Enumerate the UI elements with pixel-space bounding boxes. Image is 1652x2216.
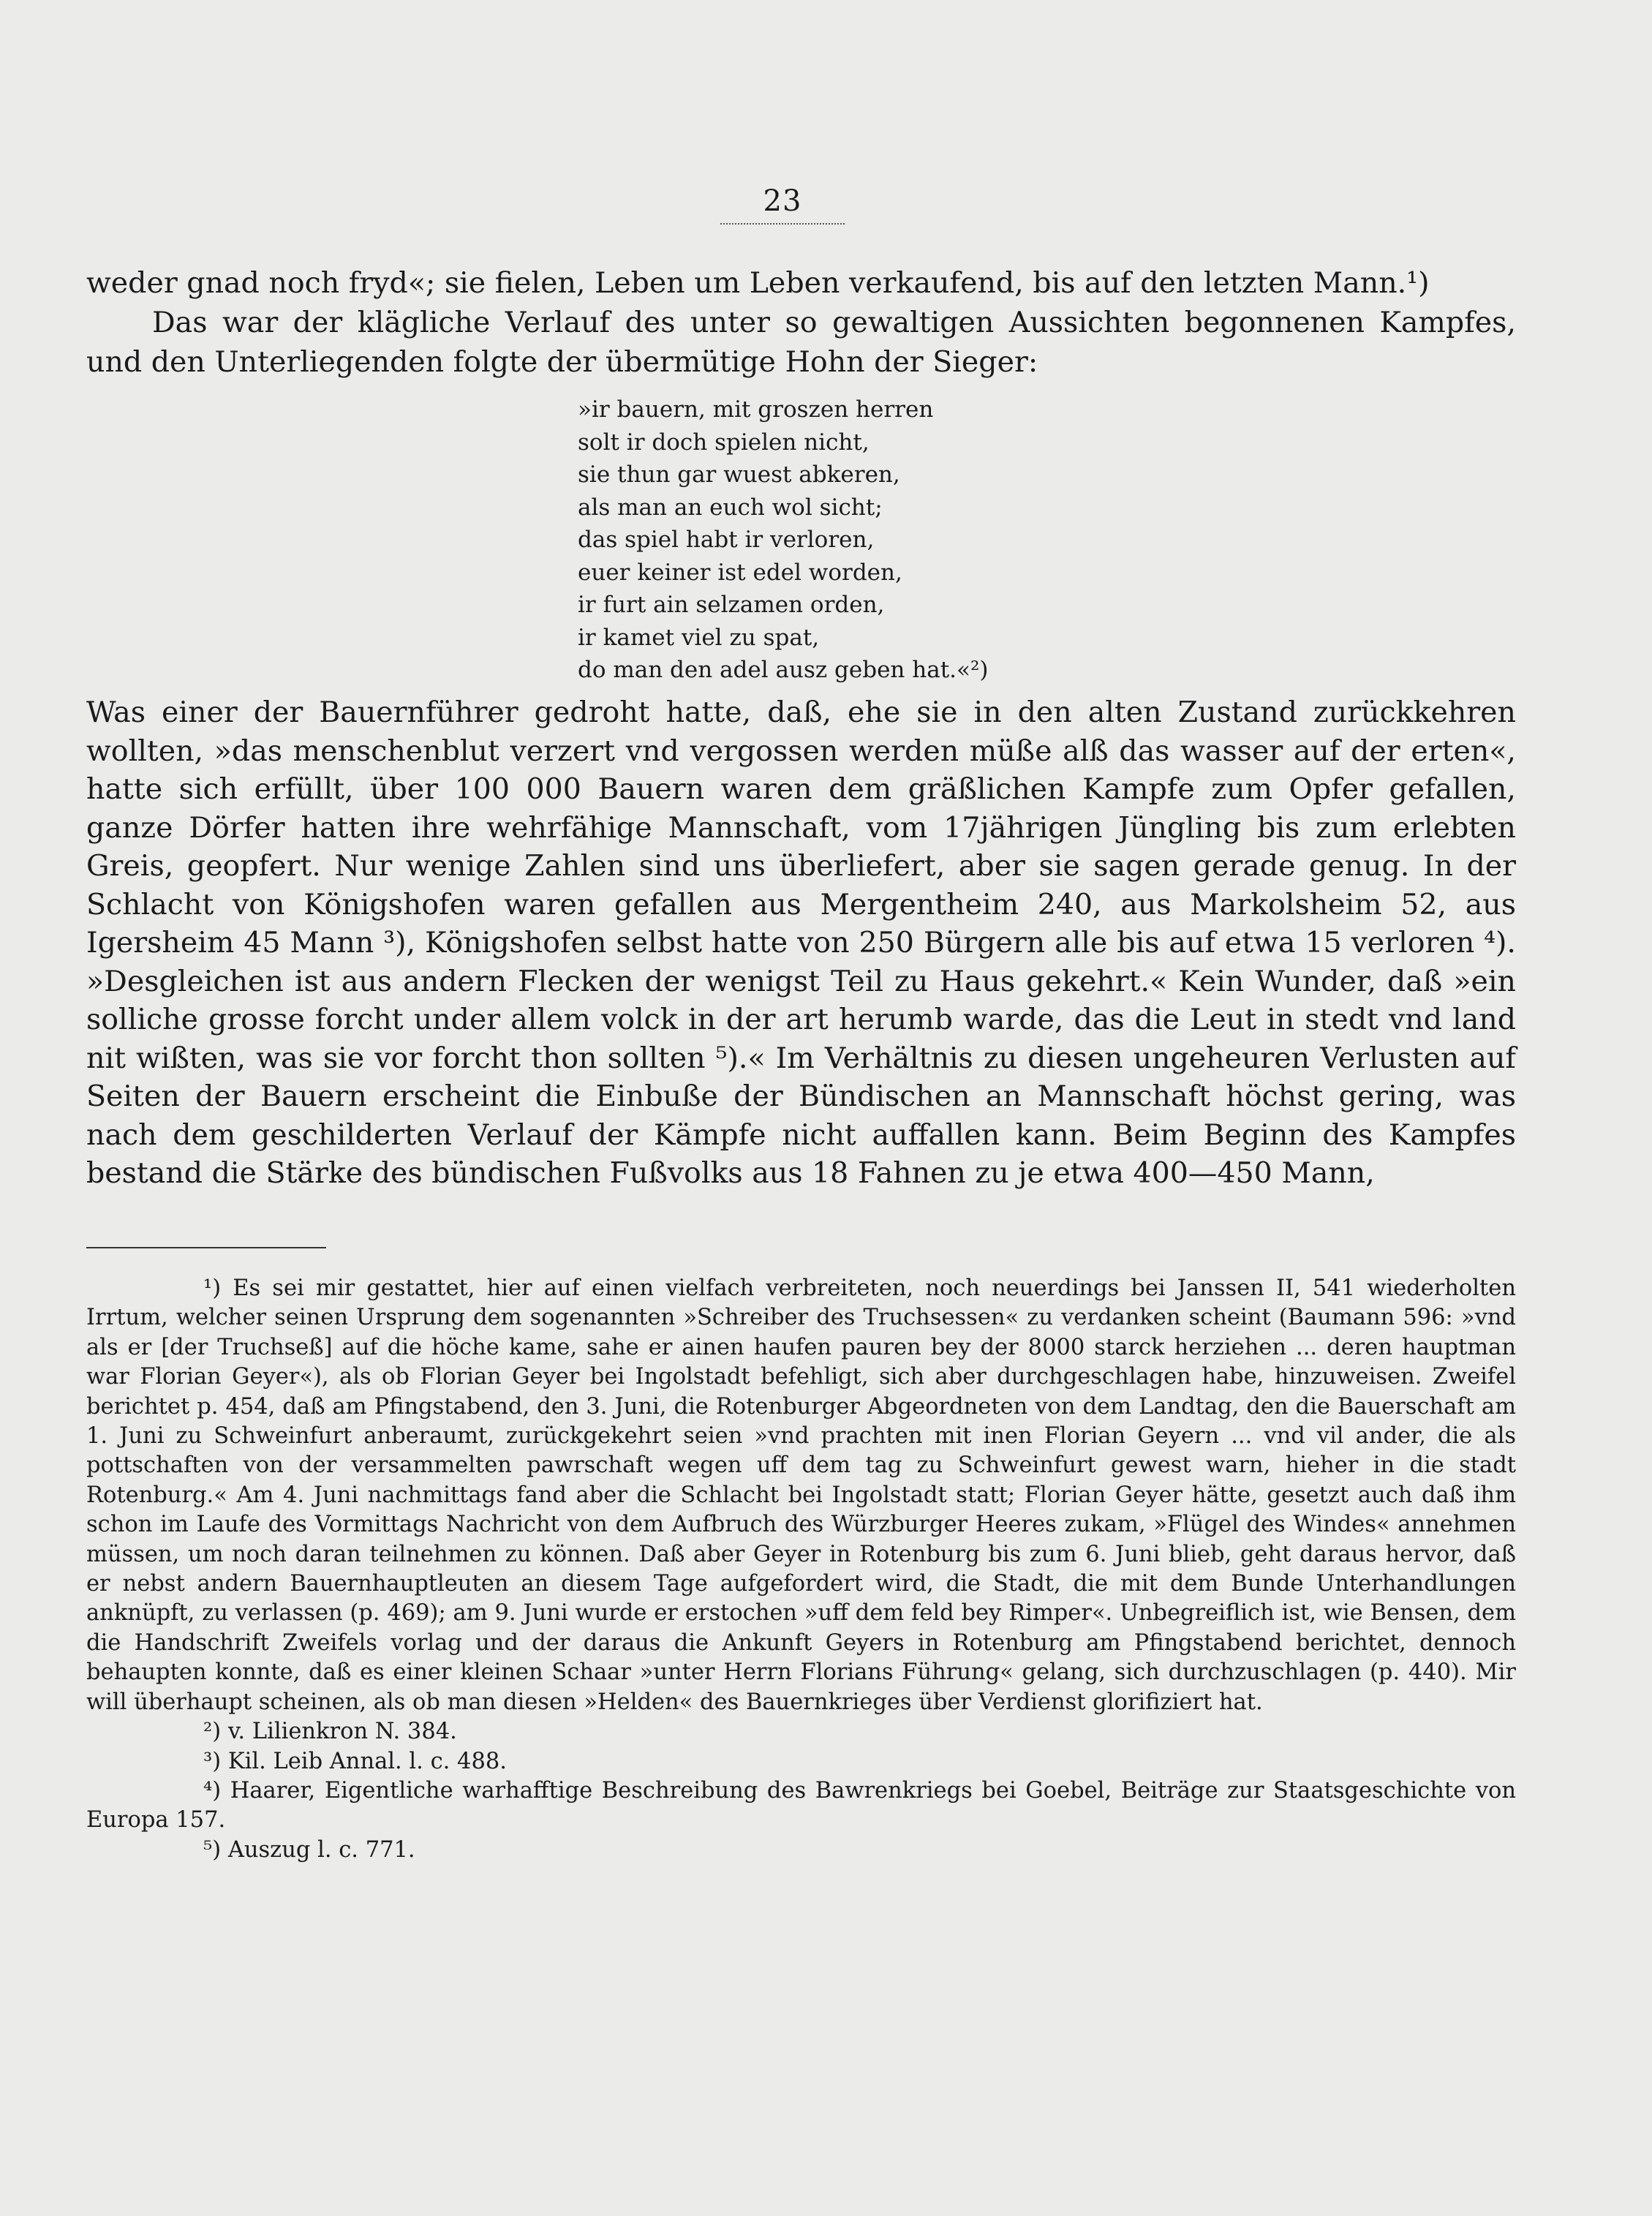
verse-line: ir kamet viel zu spat, (578, 624, 820, 651)
verse-line: solt ir doch spielen nicht, (578, 429, 870, 456)
footnotes (86, 1274, 1516, 1865)
verse-line: »ir bauern, mit groszen herren (578, 396, 934, 423)
footnote-separator (86, 1247, 326, 1248)
footnote-1: ¹) Es sei mir gestattet, hier auf einen vielfach verbreiteten, noch neuerdings bei Janssen II, 541 wiederholten Irrtum, welcher seinen Ursprung dem sogenannten »Schreiber des Truchsessen« zu verdanken scheint (Baumann 596: »vnd als er [der Truchseß] auf die höche kame, sahe er ainen haufen pauren bey der 8000 starck herziehen ... deren hauptman war Florian Geyer«), als ob Florian Geyer bei Ingolstadt befehligt, sich aber durchgeschlagen habe, hinzuweisen. Zweifel berichtet p. 454, daß am Pfingstabend, den 3. Juni, die Rotenburger Abgeordneten von dem Landtag, den die Bauerschaft am 1. Juni zu Schweinfurt anberaumt, zurückgekehrt seien »vnd prachten mit inen Florian Geyern ... vnd vil ander, die als pottschaften von der versammelten pawrschaft wegen uff dem tag zu Schweinfurt gewest warn, hieher in die stadt Rotenburg.« Am 4. Juni nachmittags fand aber die Schlacht bei Ingolstadt statt; Florian Geyer hätte, gesetzt auch daß ihm schon im Laufe des Vormittags Nachricht von dem Aufbruch des Würzburger Heeres zukam, »Flügel des Windes« annehmen müssen, um noch daran teilnehmen zu können. Daß aber Geyer in Rotenburg bis zum 6. Juni blieb, geht daraus hervor, daß er nebst andern Bauernhauptleuten an diesem Tage aufgefordert wird, die Stadt, die mit dem Bunde Unterhandlungen anknüpft, zu verlassen (p. 469); am 9. Juni wurde er erstochen »uff dem feld bey Rimper«. Unbegreiflich ist, wie Bensen, dem die Handschrift Zweifels vorlag und der daraus die Ankunft Geyers in Rotenburg am Pfingstabend berichtet, dennoch behaupten konnte, daß es einer kleinen Schaar »unter Herrn Florians Führung« gelang, sich durchzuschlagen (p. 440). Mir will überhaupt scheinen, als ob man diesen »Helden« des Bauernkrieges über Verdienst glorifiziert hat. (86, 1275, 1516, 1715)
footnote-5: ⁵) Auszug l. c. 771. (203, 1836, 415, 1863)
verse-line: euer keiner ist edel worden, (578, 559, 902, 586)
verse-line: ir furt ain selzamen orden, (578, 592, 885, 618)
body-text-after-verse (86, 693, 1516, 1193)
page-number: 23 (763, 184, 802, 218)
footnote-3: ³) Kil. Leib Annal. l. c. 488. (203, 1748, 507, 1774)
paragraph-2: Das war der klägliche Verlauf des unter so gewaltigen Aussichten begonnenen Kampfes, und den Unterliegenden folgte der übermütige Hohn der Sieger: (86, 306, 1516, 379)
paragraph-line-1: weder gnad noch fryd«; sie fielen, Leben um Leben verkaufend, bis auf den letzten Mann.¹) (86, 266, 1430, 300)
verse-line: als man an euch wol sicht; (578, 494, 883, 521)
verse-line: do man den adel ausz geben hat.«²) (578, 657, 989, 683)
verse-line: sie thun gar wuest abkeren, (578, 461, 900, 488)
footnote-2: ²) v. Lilienkron N. 384. (203, 1719, 457, 1745)
body-text-top (86, 263, 1516, 382)
verse-block (578, 393, 1134, 687)
page-number-ornament (720, 223, 845, 225)
verse-line: das spiel habt ir verloren, (578, 527, 875, 553)
footnote-4: ⁴) Haarer, Eigentliche warhafftige Beschreibung des Bawrenkriegs bei Goebel, Beiträge zur Staatsgeschichte von Europa 157. (86, 1777, 1516, 1834)
paragraph-3: Was einer der Bauernführer gedroht hatte, daß, ehe sie in den alten Zustand zurückkehren wollten, »das menschenblut verzert vnd vergossen werden müße alß das wasser auf der erten«, hatte sich erfüllt, über 100 000 Bauern waren dem gräßlichen Kampfe zum Opfer gefallen, ganze Dörfer hatten ihre wehrfähige Mannschaft, vom 17jährigen Jüngling bis zum erlebten Greis, geopfert. Nur wenige Zahlen sind uns überliefert, aber sie sagen gerade genug. In der Schlacht von Königshofen waren gefallen aus Mergentheim 240, aus Markolsheim 52, aus Igersheim 45 Mann ³), Königshofen selbst hatte von 250 Bürgern alle bis auf etwa 15 verloren ⁴). »Desgleichen ist aus andern Flecken der wenigst Teil zu Haus gekehrt.« Kein Wunder, daß »ein solliche grosse forcht under allem volck in der art herumb warde, das die Leut in stedt vnd land nit wißten, was sie vor forcht thon sollten ⁵).« Im Verhältnis zu diesen ungeheuren Verlusten auf Seiten der Bauern erscheint die Einbuße der Bündischen an Mannschaft höchst gering, was nach dem geschilderten Verlauf der Kämpfe nicht auffallen kann. Beim Beginn des Kampfes bestand die Stärke des bündischen Fußvolks aus 18 Fahnen zu je etwa 400—450 Mann, (86, 696, 1516, 1190)
